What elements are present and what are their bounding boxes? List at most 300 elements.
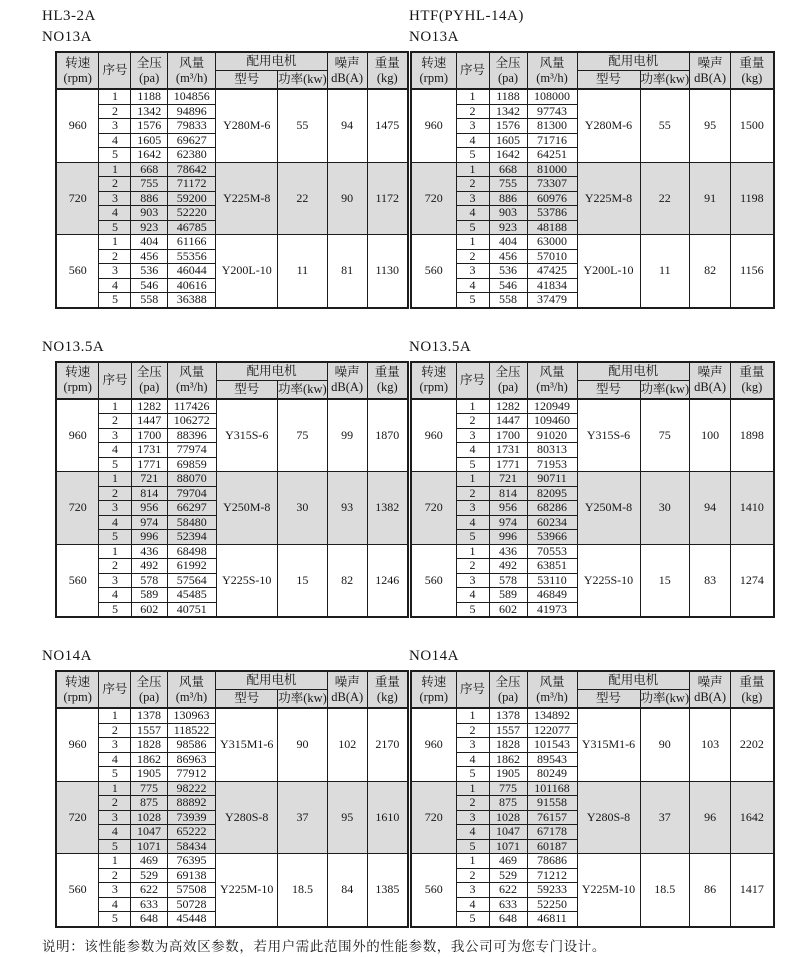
col-pressure (489, 362, 527, 399)
cell-motor-model: Y225M-8 (216, 162, 278, 235)
cell-seq: 3 (99, 264, 131, 279)
cell-pressure: 1700 (489, 428, 527, 443)
table-row (56, 781, 408, 796)
cell-pressure: 1731 (489, 443, 527, 458)
table-row (411, 399, 774, 414)
cell-seq: 5 (456, 912, 489, 927)
col-flow-line1: 风量 (179, 365, 205, 379)
cell-motor-model: Y250M-8 (577, 472, 640, 545)
cell-seq: 2 (456, 868, 489, 883)
cell-flow: 71953 (527, 457, 577, 472)
cell-flow: 53786 (527, 206, 577, 221)
cell-pressure: 456 (489, 249, 527, 264)
cell-flow: 58434 (167, 839, 215, 854)
col-noise-line1: 噪声 (697, 674, 723, 689)
table-row (56, 162, 408, 177)
cell-seq: 2 (99, 414, 131, 429)
cell-flow: 73307 (527, 177, 577, 192)
col-power: 功率(kw) (640, 690, 690, 709)
col-seq: 序号 (99, 671, 131, 708)
cell-seq: 1 (456, 544, 489, 559)
cell-seq: 3 (99, 191, 131, 206)
col-pressure (131, 362, 168, 399)
col-weight-line1: 重量 (739, 365, 765, 379)
cell-noise: 90 (327, 162, 367, 235)
cell-flow: 71716 (527, 133, 577, 148)
cell-seq: 3 (99, 738, 131, 753)
col-weight (731, 52, 774, 89)
cell-pressure: 755 (489, 177, 527, 192)
cell-pressure: 404 (489, 235, 527, 250)
table-block (409, 646, 776, 928)
table-block (409, 337, 776, 619)
col-weight-line1: 重量 (739, 55, 765, 70)
col-speed (411, 52, 456, 89)
cell-motor-power: 15 (640, 544, 690, 617)
cell-pressure: 923 (131, 220, 167, 235)
cell-seq: 1 (456, 399, 489, 414)
col-speed-line1: 转速 (65, 365, 91, 379)
cell-noise: 82 (690, 235, 731, 308)
cell-flow: 59233 (527, 883, 577, 898)
cell-pressure: 648 (131, 912, 167, 927)
size-title: NO14A (409, 648, 459, 664)
cell-pressure: 536 (489, 264, 527, 279)
cell-flow: 82095 (527, 486, 577, 501)
col-pressure-line1: 全压 (136, 55, 162, 70)
header-row-1 (56, 52, 408, 71)
cell-pressure: 633 (131, 897, 167, 912)
cell-pressure: 1771 (131, 457, 168, 472)
col-flow-line2: (m³/h) (175, 70, 208, 85)
cell-pressure: 721 (131, 472, 168, 487)
cell-pressure: 469 (131, 854, 167, 869)
cell-pressure: 529 (489, 868, 527, 883)
cell-pressure: 1028 (131, 810, 167, 825)
col-seq: 序号 (456, 52, 489, 89)
cell-flow: 81000 (527, 162, 577, 177)
cell-rpm: 560 (56, 544, 99, 617)
col-weight (731, 671, 774, 708)
col-weight-line1: 重量 (374, 365, 400, 379)
cell-flow: 60234 (527, 515, 577, 530)
cell-seq: 2 (99, 868, 131, 883)
cell-pressure: 1047 (489, 825, 527, 840)
size-title: NO14A (42, 648, 92, 664)
cell-rpm: 960 (56, 89, 99, 162)
col-weight-line1: 重量 (374, 674, 400, 689)
cell-weight: 1417 (731, 854, 774, 927)
cell-seq: 3 (456, 501, 489, 516)
cell-motor-power: 15 (278, 544, 328, 617)
cell-pressure: 875 (489, 796, 527, 811)
cell-seq: 5 (99, 839, 131, 854)
cell-pressure: 589 (489, 588, 527, 603)
col-motor-group: 配用电机 (577, 52, 690, 71)
cell-flow: 81300 (527, 119, 577, 134)
cell-noise: 102 (327, 708, 367, 781)
cell-seq: 4 (456, 897, 489, 912)
cell-pressure: 886 (489, 191, 527, 206)
cell-flow: 73939 (167, 810, 215, 825)
cell-rpm: 560 (56, 235, 99, 308)
cell-pressure: 622 (131, 883, 167, 898)
col-speed-line2: (rpm) (63, 70, 92, 85)
cell-flow: 65222 (167, 825, 215, 840)
col-pressure-line2: (pa) (497, 380, 519, 394)
col-noise-line1: 噪声 (334, 365, 360, 379)
table-row (411, 472, 774, 487)
col-model: 型号 (216, 71, 278, 90)
cell-motor-power: 22 (640, 162, 690, 235)
cell-pressure: 1282 (131, 399, 168, 414)
cell-flow: 52250 (527, 897, 577, 912)
cell-pressure: 956 (131, 501, 168, 516)
cell-seq: 1 (456, 472, 489, 487)
col-pressure-line2: (pa) (497, 70, 519, 85)
col-model: 型号 (216, 380, 278, 399)
cell-seq: 2 (99, 104, 131, 119)
spec-table (55, 361, 409, 619)
col-pressure-line2: (pa) (138, 689, 160, 704)
cell-flow: 60187 (527, 839, 577, 854)
col-flow-line2: (m³/h) (175, 380, 208, 394)
cell-noise: 94 (327, 89, 367, 162)
col-weight-line2: (kg) (376, 689, 398, 704)
cell-rpm: 720 (411, 781, 456, 854)
col-speed-line2: (rpm) (419, 380, 448, 394)
cell-pressure: 1447 (131, 414, 168, 429)
col-noise-line1: 噪声 (697, 365, 723, 379)
cell-noise: 103 (690, 708, 731, 781)
cell-seq: 5 (456, 602, 489, 617)
cell-rpm: 560 (56, 854, 99, 927)
cell-seq: 4 (456, 588, 489, 603)
col-flow-line1: 风量 (539, 365, 565, 379)
header-row-1 (56, 671, 408, 690)
cell-flow: 76395 (167, 854, 215, 869)
cell-flow: 63000 (527, 235, 577, 250)
cell-noise: 95 (690, 89, 731, 162)
col-pressure-line2: (pa) (139, 70, 160, 85)
col-flow-line2: (m³/h) (175, 689, 208, 704)
spec-table-wrap (55, 361, 409, 619)
table-row (411, 89, 774, 104)
table-row (56, 399, 408, 414)
cell-seq: 3 (99, 883, 131, 898)
cell-flow: 68498 (168, 544, 217, 559)
cell-seq: 5 (99, 530, 131, 545)
cell-seq: 2 (456, 104, 489, 119)
cell-rpm: 720 (56, 781, 99, 854)
cell-flow: 108000 (527, 89, 577, 104)
cell-weight: 1172 (367, 162, 408, 235)
col-speed-line2: (rpm) (63, 380, 92, 394)
cell-flow: 79833 (167, 119, 215, 134)
cell-seq: 3 (456, 738, 489, 753)
col-motor-group: 配用电机 (216, 52, 327, 71)
col-seq: 序号 (99, 52, 131, 89)
cell-pressure: 558 (489, 293, 527, 308)
cell-seq: 4 (99, 133, 131, 148)
table-block (42, 6, 409, 309)
spec-table-wrap (55, 670, 409, 928)
cell-pressure: 622 (489, 883, 527, 898)
cell-flow: 45485 (168, 588, 217, 603)
cell-pressure: 721 (489, 472, 527, 487)
cell-seq: 1 (99, 162, 131, 177)
tables-grid (42, 6, 776, 928)
col-model: 型号 (216, 690, 278, 709)
cell-pressure: 558 (131, 293, 167, 308)
cell-seq: 1 (456, 89, 489, 104)
cell-weight: 1870 (367, 399, 408, 472)
table-row (411, 162, 774, 177)
table-row (56, 472, 408, 487)
size-title: NO13A (409, 29, 459, 45)
header-row-1 (411, 52, 774, 71)
cell-flow: 71172 (167, 177, 215, 192)
cell-pressure: 436 (489, 544, 527, 559)
col-motor-group: 配用电机 (216, 362, 327, 381)
cell-pressure: 1605 (489, 133, 527, 148)
cell-pressure: 1862 (489, 752, 527, 767)
size-title: NO13.5A (409, 338, 472, 355)
cell-seq: 5 (456, 457, 489, 472)
cell-flow: 77912 (167, 767, 215, 782)
cell-rpm: 560 (411, 544, 456, 617)
cell-pressure: 1862 (131, 752, 167, 767)
cell-flow: 61166 (167, 235, 215, 250)
col-power: 功率(kw) (640, 71, 690, 90)
cell-seq: 5 (99, 293, 131, 308)
size-title: NO13A (42, 29, 92, 45)
cell-seq: 5 (456, 767, 489, 782)
col-flow (527, 671, 577, 708)
cell-flow: 101168 (527, 781, 577, 796)
cell-noise: 81 (327, 235, 367, 308)
cell-pressure: 923 (489, 220, 527, 235)
cell-noise: 93 (327, 472, 367, 545)
cell-flow: 88892 (167, 796, 215, 811)
col-noise (690, 52, 731, 89)
col-speed (411, 671, 456, 708)
col-power: 功率(kw) (278, 380, 328, 399)
col-pressure-line1: 全压 (136, 674, 162, 689)
col-seq: 序号 (456, 671, 489, 708)
cell-noise: 91 (690, 162, 731, 235)
cell-pressure: 996 (489, 530, 527, 545)
cell-flow: 118522 (167, 723, 215, 738)
cell-flow: 64251 (527, 148, 577, 163)
cell-motor-model: Y315M1-6 (216, 708, 278, 781)
cell-seq: 5 (99, 912, 131, 927)
cell-seq: 4 (99, 897, 131, 912)
cell-flow: 104856 (167, 89, 215, 104)
col-flow (167, 52, 215, 89)
col-weight-line2: (kg) (376, 380, 398, 394)
col-flow (527, 52, 577, 89)
col-noise-line2: dB(A) (694, 689, 727, 704)
cell-flow: 47425 (527, 264, 577, 279)
cell-motor-model: Y280S-8 (216, 781, 278, 854)
cell-flow: 69138 (167, 868, 215, 883)
table-block (42, 337, 409, 619)
table-row (411, 235, 774, 250)
cell-flow: 101543 (527, 738, 577, 753)
col-flow (168, 362, 217, 399)
cell-flow: 130963 (167, 708, 215, 723)
cell-weight: 1130 (367, 235, 408, 308)
cell-seq: 2 (99, 249, 131, 264)
cell-flow: 46811 (527, 912, 577, 927)
col-noise-line2: dB(A) (694, 380, 727, 394)
cell-seq: 1 (99, 472, 131, 487)
cell-pressure: 1905 (489, 767, 527, 782)
col-flow-line1: 风量 (178, 674, 204, 689)
cell-seq: 2 (456, 723, 489, 738)
cell-seq: 3 (99, 810, 131, 825)
cell-flow: 46044 (167, 264, 215, 279)
cell-flow: 98586 (167, 738, 215, 753)
cell-motor-power: 37 (278, 781, 328, 854)
cell-seq: 3 (456, 810, 489, 825)
cell-pressure: 546 (489, 278, 527, 293)
cell-pressure: 956 (489, 501, 527, 516)
cell-flow: 117426 (168, 399, 217, 414)
cell-pressure: 648 (489, 912, 527, 927)
cell-seq: 3 (456, 883, 489, 898)
cell-seq: 3 (456, 264, 489, 279)
col-speed-line1: 转速 (421, 674, 447, 689)
table-row (56, 544, 408, 559)
cell-pressure: 529 (131, 868, 167, 883)
cell-flow: 86963 (167, 752, 215, 767)
col-power: 功率(kw) (278, 690, 328, 709)
col-weight (367, 362, 408, 399)
cell-flow: 80313 (527, 443, 577, 458)
cell-rpm: 720 (411, 162, 456, 235)
col-power: 功率(kw) (278, 71, 328, 90)
cell-pressure: 492 (489, 559, 527, 574)
cell-flow: 60976 (527, 191, 577, 206)
cell-motor-power: 55 (640, 89, 690, 162)
col-weight-line1: 重量 (739, 674, 765, 689)
header-row-1 (56, 362, 408, 381)
cell-weight: 1382 (367, 472, 408, 545)
cell-seq: 4 (456, 206, 489, 221)
cell-motor-model: Y280M-6 (577, 89, 640, 162)
col-power: 功率(kw) (640, 380, 690, 399)
cell-seq: 1 (456, 708, 489, 723)
cell-pressure: 1071 (489, 839, 527, 854)
cell-flow: 57508 (167, 883, 215, 898)
cell-pressure: 1447 (489, 414, 527, 429)
cell-noise: 96 (690, 781, 731, 854)
cell-flow: 58480 (168, 515, 217, 530)
cell-pressure: 1557 (489, 723, 527, 738)
cell-seq: 4 (99, 206, 131, 221)
cell-seq: 1 (99, 854, 131, 869)
cell-flow: 66297 (168, 501, 217, 516)
cell-motor-power: 18.5 (640, 854, 690, 927)
cell-weight: 1156 (731, 235, 774, 308)
cell-seq: 3 (456, 573, 489, 588)
cell-motor-model: Y200L-10 (577, 235, 640, 308)
col-model: 型号 (577, 690, 640, 709)
cell-rpm: 720 (411, 472, 456, 545)
cell-flow: 69859 (168, 457, 217, 472)
col-speed-line1: 转速 (65, 674, 91, 689)
cell-noise: 83 (690, 544, 731, 617)
cell-flow: 46785 (167, 220, 215, 235)
col-speed-line2: (rpm) (419, 689, 448, 704)
spec-table (410, 670, 775, 928)
cell-weight: 1610 (367, 781, 408, 854)
cell-flow: 120949 (527, 399, 577, 414)
cell-pressure: 1642 (489, 148, 527, 163)
cell-seq: 4 (99, 278, 131, 293)
cell-flow: 88396 (168, 428, 217, 443)
col-noise-line2: dB(A) (331, 70, 364, 85)
spec-table-wrap (410, 361, 776, 619)
cell-seq: 5 (456, 530, 489, 545)
cell-pressure: 814 (131, 486, 168, 501)
cell-seq: 4 (456, 515, 489, 530)
spec-table (55, 670, 409, 928)
col-pressure-line1: 全压 (495, 674, 521, 689)
col-flow-line1: 风量 (179, 55, 205, 70)
cell-seq: 1 (456, 854, 489, 869)
cell-motor-power: 30 (278, 472, 328, 545)
cell-seq: 3 (99, 428, 131, 443)
cell-seq: 4 (99, 515, 131, 530)
cell-pressure: 1378 (489, 708, 527, 723)
cell-seq: 4 (456, 825, 489, 840)
cell-seq: 2 (456, 249, 489, 264)
col-speed-line1: 转速 (421, 365, 447, 379)
cell-pressure: 755 (131, 177, 167, 192)
col-weight-line1: 重量 (374, 55, 400, 70)
cell-seq: 2 (99, 796, 131, 811)
col-flow (167, 671, 215, 708)
cell-seq: 3 (99, 573, 131, 588)
cell-flow: 52220 (167, 206, 215, 221)
cell-motor-model: Y225S-10 (577, 544, 640, 617)
col-speed-line1: 转速 (65, 55, 91, 70)
col-weight-line2: (kg) (741, 70, 763, 85)
col-weight (367, 52, 408, 89)
cell-flow: 55356 (167, 249, 215, 264)
cell-seq: 3 (456, 191, 489, 206)
cell-pressure: 668 (131, 162, 167, 177)
cell-weight: 2202 (731, 708, 774, 781)
cell-pressure: 875 (131, 796, 167, 811)
cell-pressure: 546 (131, 278, 167, 293)
cell-seq: 1 (456, 235, 489, 250)
cell-motor-model: Y315S-6 (216, 399, 278, 472)
cell-pressure: 602 (489, 602, 527, 617)
cell-pressure: 974 (131, 515, 168, 530)
col-seq: 序号 (99, 362, 131, 399)
cell-motor-power: 30 (640, 472, 690, 545)
cell-motor-model: Y200L-10 (216, 235, 278, 308)
cell-pressure: 1576 (131, 119, 167, 134)
cell-flow: 90711 (527, 472, 577, 487)
table-row (56, 89, 408, 104)
col-speed (56, 52, 99, 89)
col-pressure-line1: 全压 (136, 365, 162, 379)
